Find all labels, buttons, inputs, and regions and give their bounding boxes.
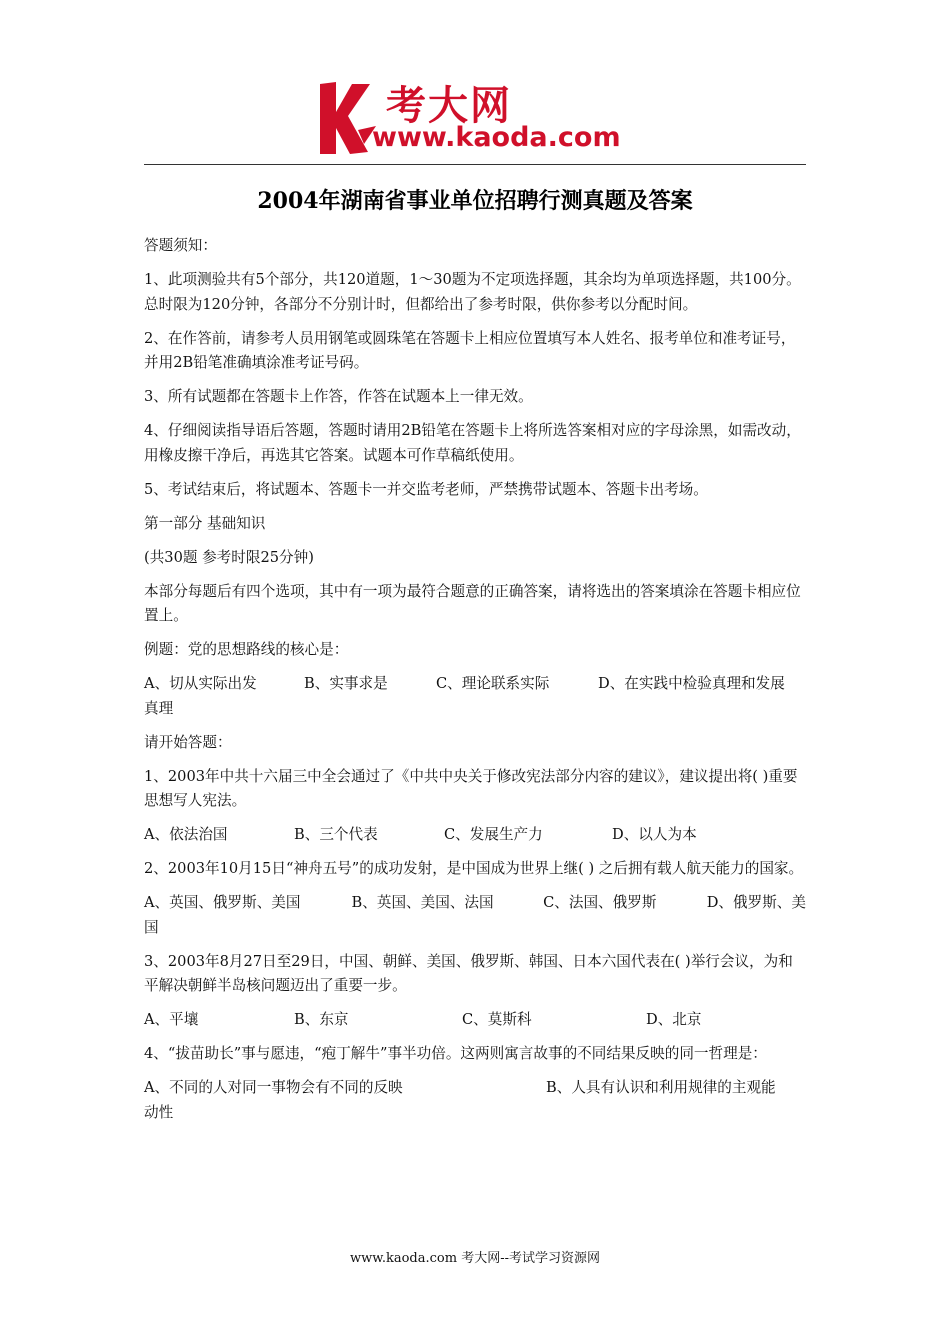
option: A、不同的人对同一事物会有不同的反映 — [144, 1079, 403, 1096]
option: D、以人为本 — [612, 826, 697, 843]
k-logo-icon — [318, 78, 378, 156]
question-options — [144, 891, 806, 940]
question-text: 4、“拔苗助长”事与愿违，“疱丁解牛”事半功倍。这两则寓言故事的不同结果反映的同一哲理是： — [144, 1045, 767, 1062]
note-item: 2、在作答前，请参考人员用钢笔或圆珠笔在答题卡上相应位置填写本人姓名、报考单位和准考证号，并用2B铅笔准确填涂准考证号码。 — [144, 329, 796, 371]
note-item: 3、所有试题都在答题卡上作答，作答在试题本上一律无效。 — [144, 388, 533, 405]
question-text: 1、2003年中共十六届三中全会通过了《中共中央关于修改宪法部分内容的建议》，建议提出将( )重要思想写人宪法。 — [144, 767, 798, 809]
option: B、人具有认识和利用规律的主观能 — [546, 1079, 776, 1096]
option: B、实事求是 — [304, 675, 388, 692]
option: B、三个代表 — [294, 826, 378, 843]
option: C、法国、俄罗斯 — [543, 894, 657, 911]
header-divider — [144, 164, 806, 165]
option: C、发展生产力 — [444, 826, 543, 843]
option: D、在实践中检验真理和发展 — [598, 675, 785, 692]
option-continuation: 国 — [144, 918, 159, 936]
note-item: 1、此项测验共有5个部分，共120道题，1～30题为不定项选择题，其余均为单项选择题，共100分。总时限为120分钟，各部分不分别计时，但都给出了参考时限，供你参考以分配时间。 — [144, 271, 801, 313]
option-continuation: 真理 — [144, 699, 174, 717]
option: D、俄罗斯、美 — [706, 894, 806, 911]
option: A、切从实际出发 — [144, 675, 257, 692]
logo-chinese-name: 考大网 — [386, 83, 512, 129]
option: A、依法治国 — [144, 826, 228, 843]
option: B、东京 — [294, 1011, 349, 1028]
page-footer: www.kaoda.com 考大网--考试学习资源网 — [350, 1251, 600, 1266]
option: A、英国、俄罗斯、美国 — [144, 894, 301, 911]
question-text: 3、2003年8月27日至29日，中国、朝鲜、美国、俄罗斯、韩国、日本六国代表在( )举行会议，为和平解决朝鲜半岛核问题迈出了重要一步。 — [144, 952, 793, 994]
option: A、平壤 — [144, 1011, 199, 1028]
document-title: 2004年湖南省事业单位招聘行测真题及答案 — [257, 188, 693, 214]
logo-url: www.kaoda.com — [372, 122, 621, 153]
option: C、理论联系实际 — [436, 675, 550, 692]
section-title: 第一部分 基础知识 — [144, 514, 266, 532]
start-prompt: 请开始答题： — [144, 733, 232, 751]
kaoda-logo — [318, 78, 638, 158]
question-options — [144, 1008, 806, 1033]
note-item: 4、仔细阅读指导语后答题，答题时请用2B铅笔在答题卡上将所选答案相对应的字母涂黑，如需改动，用橡皮擦干净后，再选其它答案。试题本可作草稿纸使用。 — [144, 422, 801, 464]
question-options — [144, 823, 806, 848]
section-subtitle: (共30题 参考时限25分钟) — [144, 548, 314, 566]
option: C、莫斯科 — [462, 1011, 532, 1028]
notes-heading: 答题须知： — [144, 237, 217, 254]
example-question: 例题：党的思想路线的核心是： — [144, 641, 349, 658]
question-text: 2、2003年10月15日“神舟五号”的成功发射，是中国成为世界上继( ) 之后拥有载人航天能力的国家。 — [144, 860, 804, 877]
option: D、北京 — [646, 1011, 702, 1028]
example-options — [144, 672, 806, 721]
note-item: 5、考试结束后，将试题本、答题卡一并交监考老师，严禁携带试题本、答题卡出考场。 — [144, 480, 708, 498]
section-instruction: 本部分每题后有四个选项，其中有一项为最符合题意的正确答案，请将选出的答案填涂在答题卡相应位置上。 — [144, 582, 801, 624]
option: B、英国、美国、法国 — [351, 894, 494, 911]
question-options — [144, 1076, 806, 1125]
document-body — [144, 234, 806, 1135]
option-continuation: 动性 — [144, 1103, 174, 1121]
